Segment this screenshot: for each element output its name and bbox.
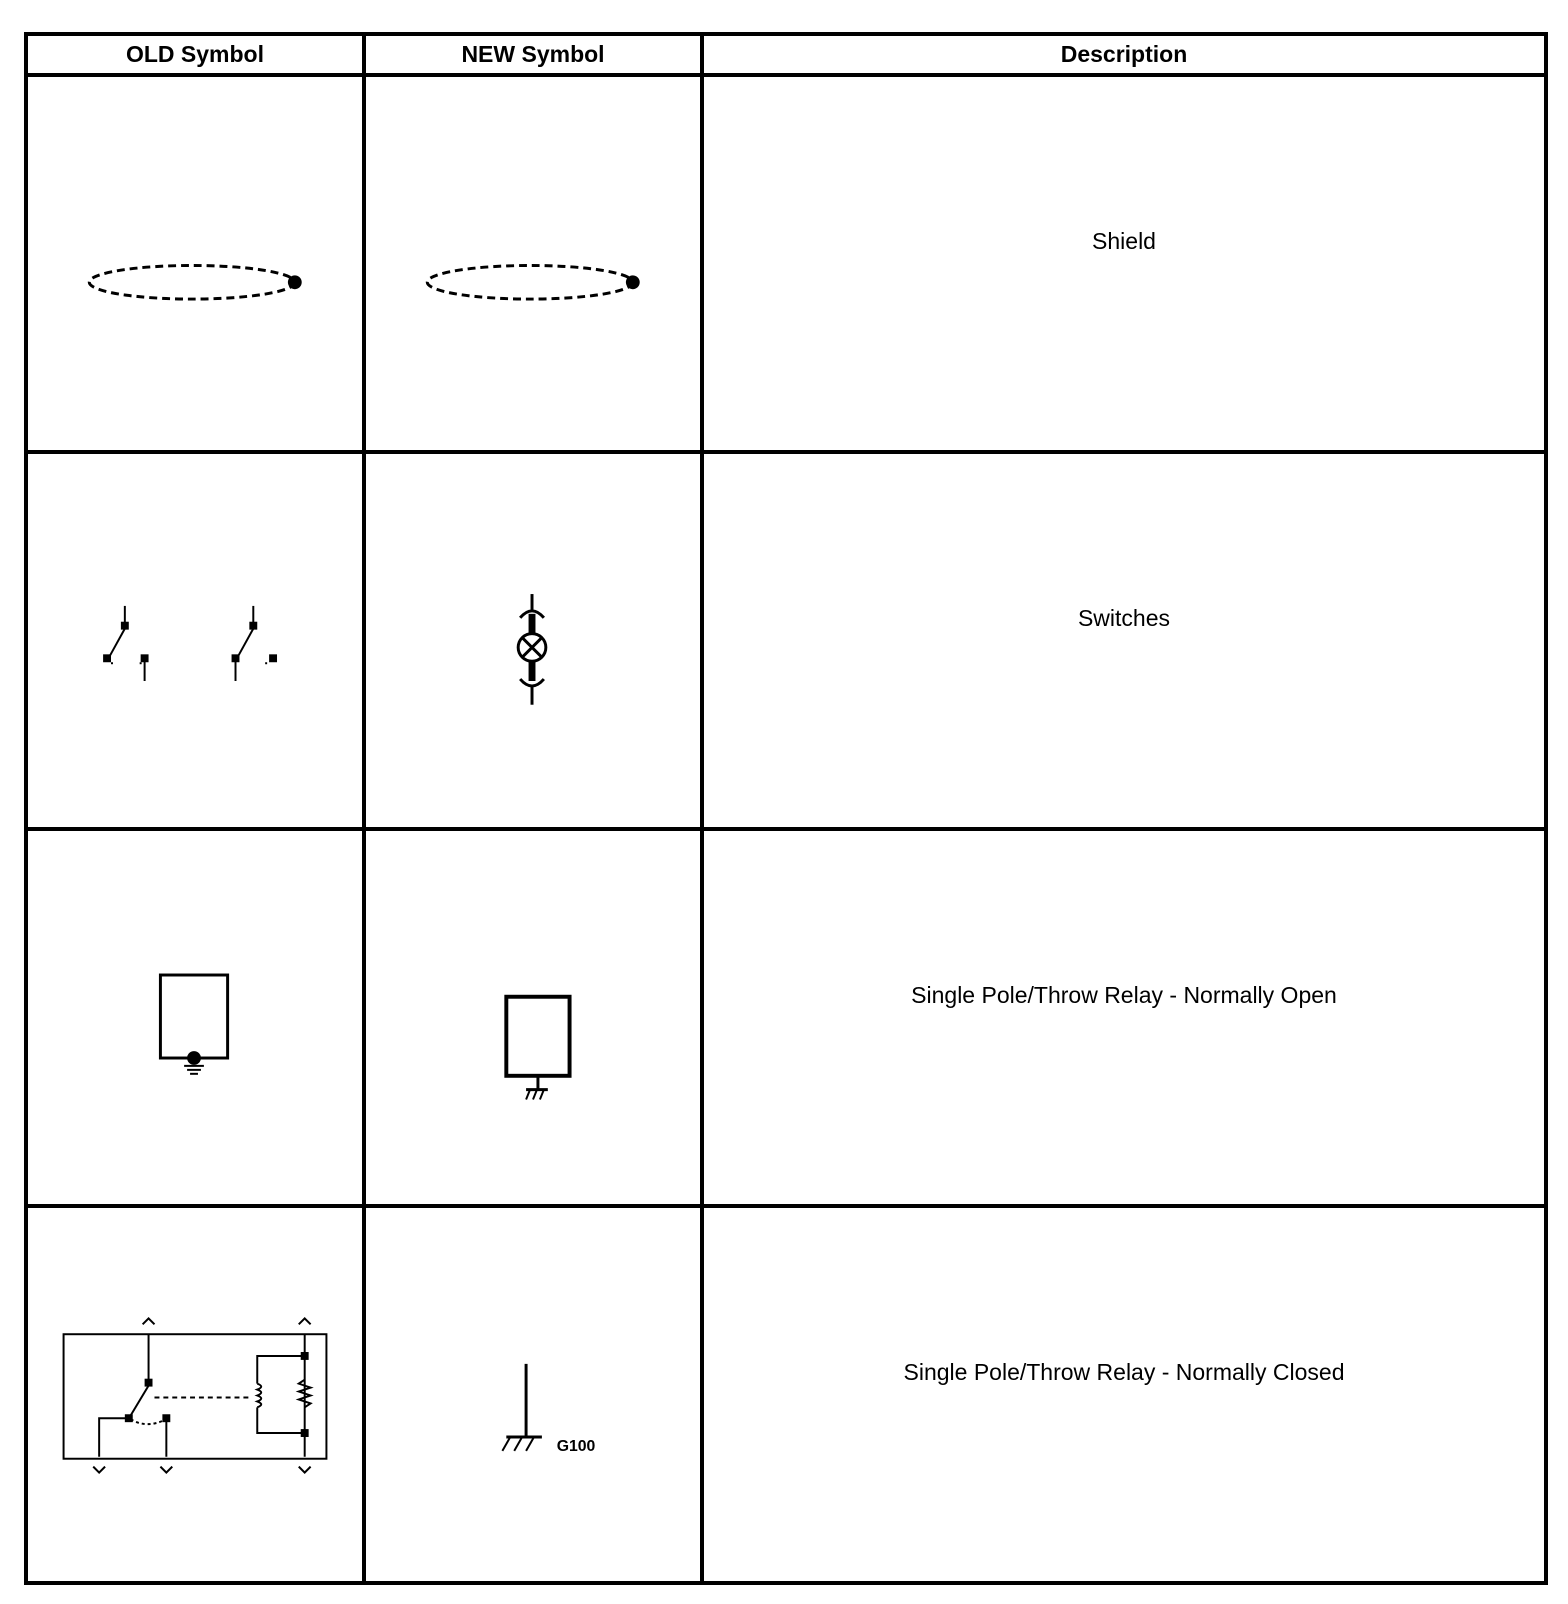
old-symbol-cell [26, 829, 364, 1206]
table-row [26, 452, 1546, 829]
new-symbol-cell [364, 1206, 702, 1583]
old-symbol-cell [26, 452, 364, 829]
table-row [26, 75, 1546, 452]
header-description: Description [702, 34, 1546, 75]
relay-nc-old-icon [28, 1208, 362, 1581]
header-row [26, 34, 1546, 75]
relay-no-new-icon [366, 831, 700, 1204]
header-old-symbol: OLD Symbol [26, 34, 364, 75]
new-symbol-cell [364, 829, 702, 1206]
ground-label: G100 [556, 1437, 596, 1455]
description-cell [702, 452, 1546, 829]
old-symbol-cell [26, 75, 364, 452]
table-row [26, 1206, 1546, 1583]
symbol-comparison-table [24, 32, 1548, 1585]
description-text: Switches [1077, 605, 1171, 631]
switches-new-icon [366, 454, 700, 827]
old-symbol-cell [26, 1206, 364, 1583]
new-symbol-cell [364, 452, 702, 829]
description-text: Single Pole/Throw Relay - Normally Open [911, 982, 1337, 1008]
shield-new-icon [366, 77, 700, 450]
new-symbol-cell [364, 75, 702, 452]
ground-g100-icon [366, 1208, 700, 1581]
description-cell [702, 1206, 1546, 1583]
header-new-symbol: NEW Symbol [364, 34, 702, 75]
description-text: Shield [1092, 228, 1156, 254]
description-cell [702, 829, 1546, 1206]
description-text: Single Pole/Throw Relay - Normally Closed [903, 1359, 1345, 1385]
switches-old-icon [28, 454, 362, 827]
table-row [26, 829, 1546, 1206]
relay-no-old-icon [28, 831, 362, 1204]
shield-old-icon [28, 77, 362, 450]
description-cell [702, 75, 1546, 452]
